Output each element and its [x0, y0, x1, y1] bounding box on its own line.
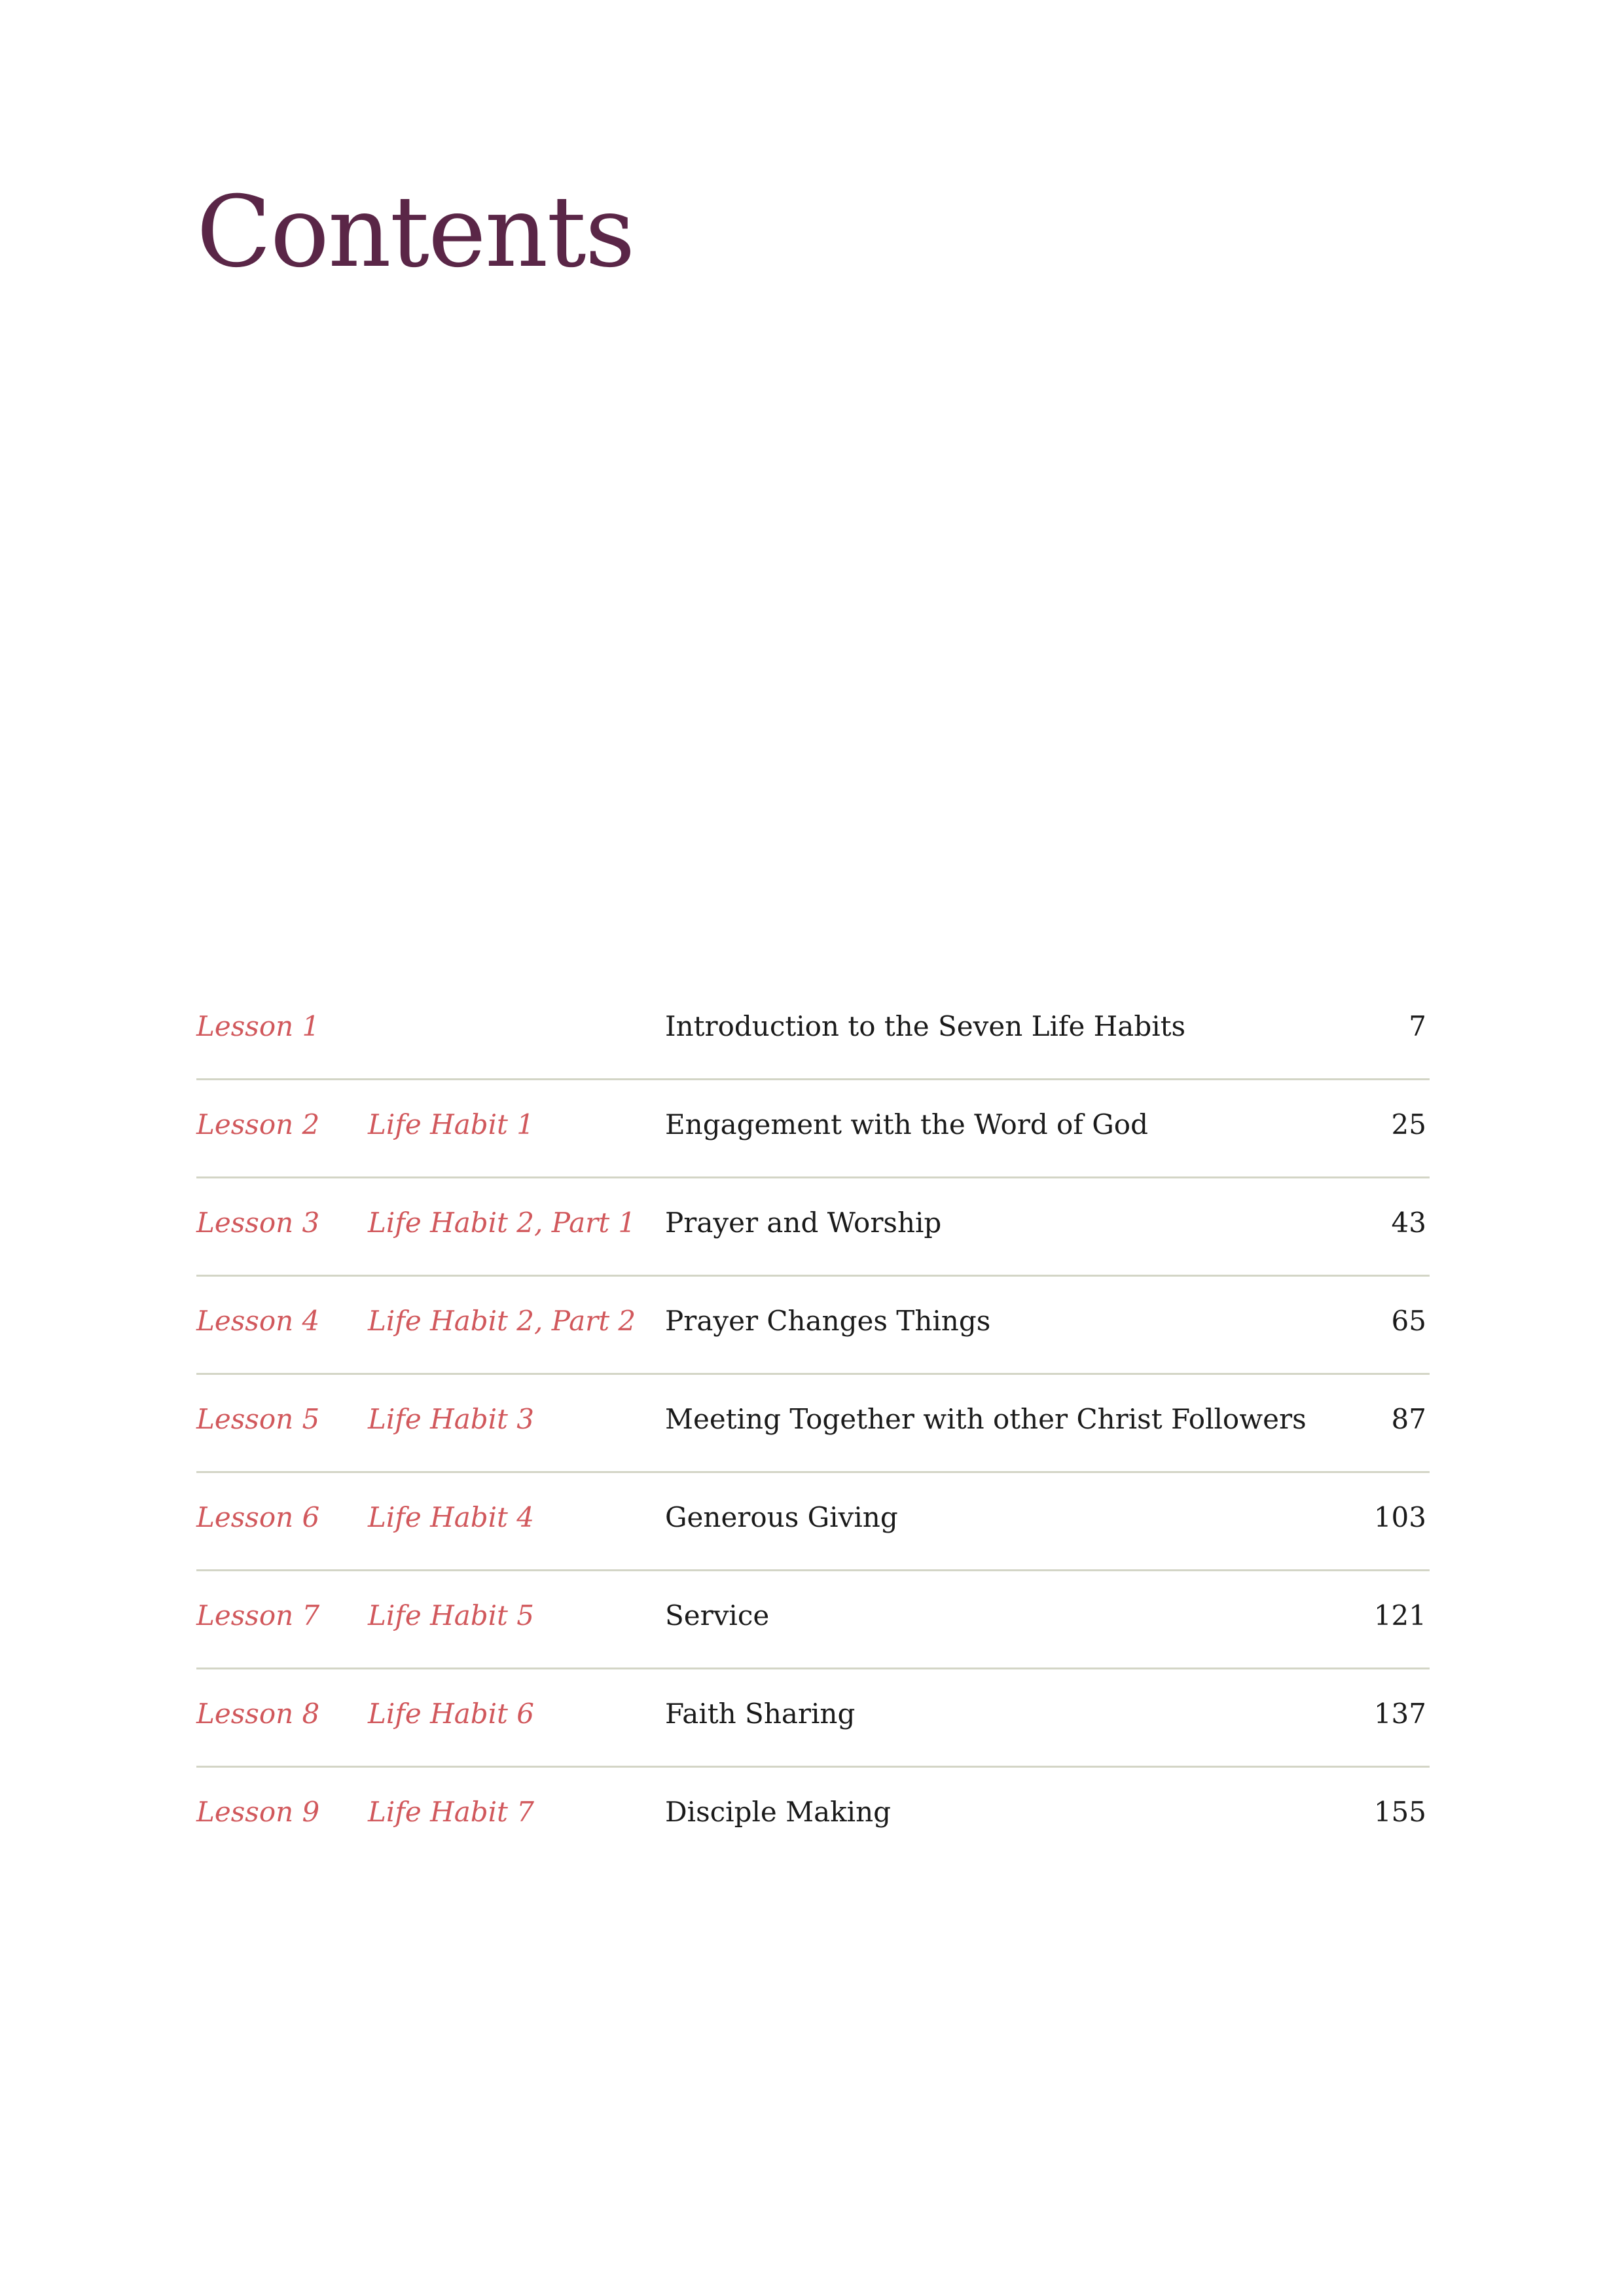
toc-row-lesson-6[interactable] [196, 1473, 1430, 1571]
toc-row-lesson-1[interactable] [196, 982, 1430, 1080]
lesson-label: Lesson 2 [196, 1108, 320, 1140]
life-habit-label: Life Habit 3 [368, 1403, 535, 1435]
chapter-title: Meeting Together with other Christ Followers [665, 1403, 1307, 1435]
page-number: 103 [1373, 1501, 1426, 1533]
life-habit-label: Life Habit 6 [368, 1698, 535, 1730]
lesson-label: Lesson 8 [196, 1698, 320, 1730]
chapter-title: Introduction to the Seven Life Habits [665, 1010, 1186, 1042]
table-of-contents [196, 982, 1430, 1866]
life-habit-label: Life Habit 5 [368, 1599, 535, 1631]
page-number: 121 [1373, 1599, 1426, 1631]
life-habit-label: Life Habit 2, Part 1 [368, 1207, 636, 1239]
lesson-label: Lesson 1 [196, 1010, 320, 1042]
chapter-title: Engagement with the Word of God [665, 1108, 1148, 1140]
lesson-label: Lesson 7 [196, 1599, 320, 1631]
lesson-label: Lesson 4 [196, 1305, 320, 1337]
chapter-title: Disciple Making [665, 1796, 892, 1828]
chapter-title: Generous Giving [665, 1501, 898, 1533]
life-habit-label: Life Habit 2, Part 2 [368, 1305, 636, 1337]
toc-row-lesson-7[interactable] [196, 1571, 1430, 1669]
toc-row-lesson-2[interactable] [196, 1080, 1430, 1178]
lesson-label: Lesson 5 [196, 1403, 320, 1435]
page-number: 87 [1391, 1403, 1426, 1435]
toc-row-lesson-8[interactable] [196, 1669, 1430, 1768]
toc-row-lesson-4[interactable] [196, 1277, 1430, 1375]
toc-row-lesson-3[interactable] [196, 1178, 1430, 1277]
lesson-label: Lesson 6 [196, 1501, 320, 1533]
chapter-title: Prayer and Worship [665, 1207, 942, 1239]
life-habit-label: Life Habit 4 [368, 1501, 535, 1533]
toc-row-lesson-9[interactable] [196, 1768, 1430, 1866]
page-title: Contents [196, 175, 634, 289]
page-number: 25 [1391, 1108, 1426, 1140]
life-habit-label: Life Habit 7 [368, 1796, 535, 1828]
chapter-title: Prayer Changes Things [665, 1305, 991, 1337]
lesson-label: Lesson 9 [196, 1796, 320, 1828]
toc-row-lesson-5[interactable] [196, 1375, 1430, 1473]
page-number: 7 [1409, 1010, 1426, 1042]
chapter-title: Service [665, 1599, 770, 1631]
chapter-title: Faith Sharing [665, 1698, 856, 1730]
page-number: 65 [1391, 1305, 1426, 1337]
life-habit-label: Life Habit 1 [368, 1108, 535, 1140]
page-number: 43 [1391, 1207, 1426, 1239]
page-number: 155 [1373, 1796, 1426, 1828]
page-number: 137 [1373, 1698, 1426, 1730]
lesson-label: Lesson 3 [196, 1207, 320, 1239]
